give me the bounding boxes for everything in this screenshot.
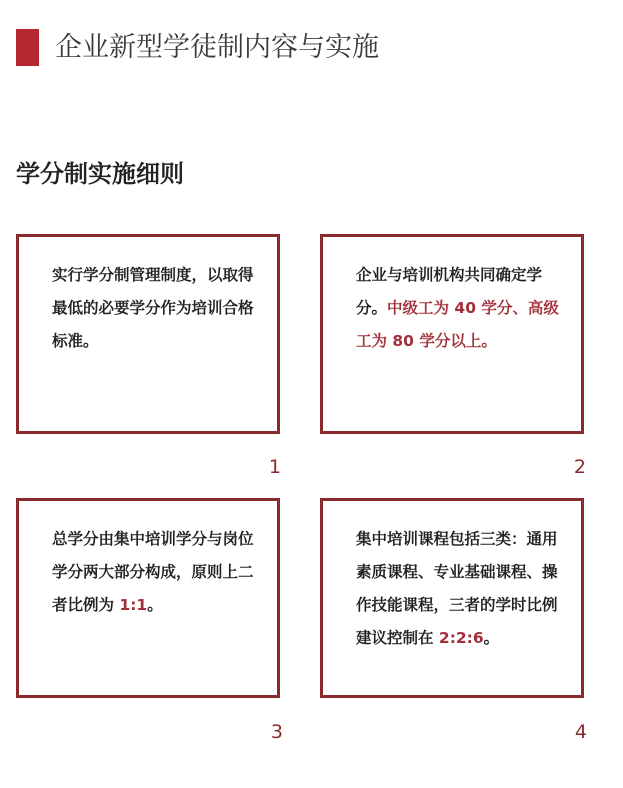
- rule-card-text: [52, 259, 259, 358]
- rule-text: 企业与培训机构共同确定学分。: [356, 266, 543, 317]
- rule-suffix: 。: [147, 596, 163, 614]
- section-title: 学分制实施细则: [16, 160, 184, 188]
- rule-highlight: 1:1: [119, 596, 148, 614]
- rule-card-4: [320, 498, 584, 698]
- rule-text: 集中培训课程包括三类：通用素质课程、专业基础课程、操作技能课程，三者的学时比例建议控制在: [356, 530, 558, 647]
- rule-card-text: [52, 523, 259, 622]
- rule-card-text: [356, 523, 563, 655]
- rule-card-1: [16, 234, 280, 434]
- rule-highlight: 中级工为 40 学分、高级工为 80 学分以上。: [356, 299, 559, 350]
- rule-card-number: 2: [573, 456, 586, 478]
- page-title: 企业新型学徒制内容与实施: [55, 32, 379, 63]
- title-accent-bar: [16, 29, 39, 66]
- rule-card-text: [356, 259, 563, 358]
- rule-card-3: [16, 498, 280, 698]
- rule-text: 实行学分制管理制度，以取得最低的必要学分作为培训合格标准。: [52, 266, 254, 350]
- rule-suffix: 。: [483, 629, 500, 647]
- rule-card-2: [320, 234, 584, 434]
- rule-text: 总学分由集中培训学分与岗位学分两大部分构成，原则上二者比例为: [52, 530, 254, 614]
- rule-highlight: 2:2:6: [438, 629, 484, 647]
- rule-card-number: 1: [268, 456, 281, 478]
- rule-card-number: 3: [270, 721, 283, 743]
- rule-card-number: 4: [574, 721, 587, 743]
